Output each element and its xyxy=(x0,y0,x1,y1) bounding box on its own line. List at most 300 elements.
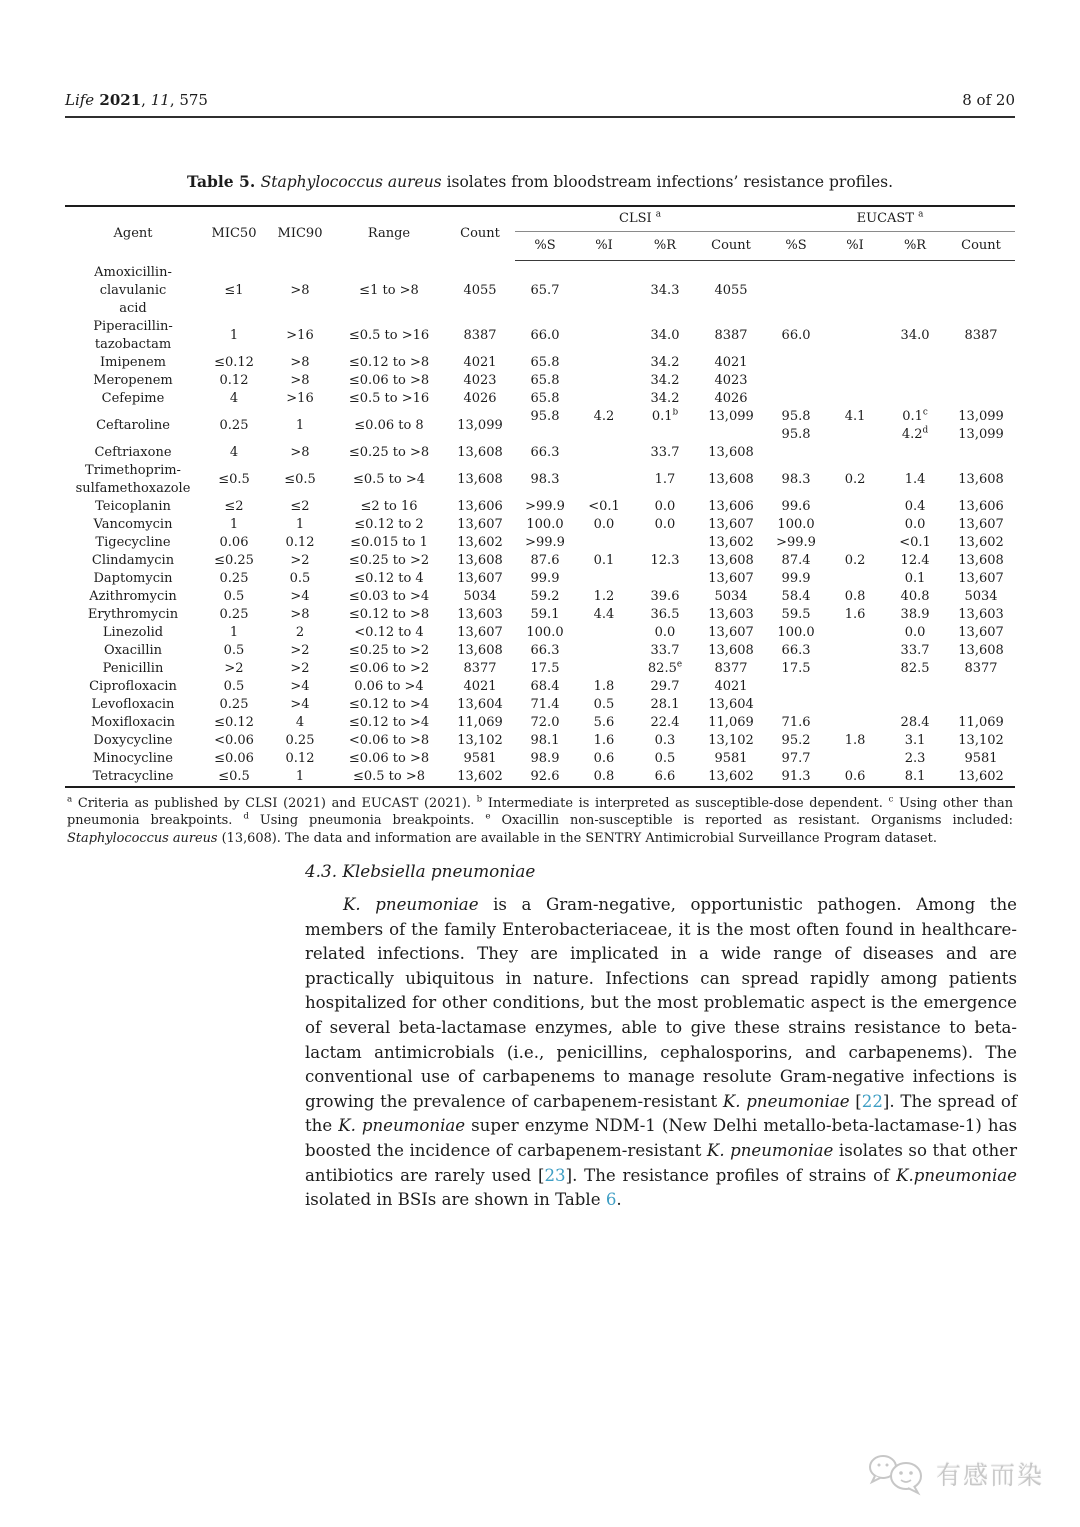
eucast-r-cell: 0.1 xyxy=(904,570,926,586)
group-header-clsi: CLSI $^a$ xyxy=(515,206,765,232)
eucast-r-cell: 82.5 xyxy=(900,660,930,676)
clsi-s-cell: >99.9 xyxy=(525,498,565,514)
count-cell: 4023 xyxy=(463,372,497,388)
range-cell: ≤0.06 to >8 xyxy=(348,372,430,388)
agent-cell: Oxacillin xyxy=(103,642,163,658)
col-header-clsi-r: %R xyxy=(633,232,697,261)
eucast-s-cell: 99.9 xyxy=(781,570,811,586)
eucast-s-cell xyxy=(765,444,827,462)
clsi-s-cell: 65.8 xyxy=(530,372,560,388)
eucast-r-cell: 28.4 xyxy=(900,714,930,730)
eucast-s-cell: 100.0 xyxy=(777,516,815,532)
clsi-r-cell: 0.5 xyxy=(654,750,676,766)
agent-cell: Trimethoprim- sulfamethoxazole xyxy=(75,462,191,496)
agent-cell: Teicoplanin xyxy=(95,498,171,514)
col-header-eucast-count: Count xyxy=(947,232,1015,261)
count-cell: 9581 xyxy=(463,750,497,766)
eucast-count-cell: 13,608 xyxy=(958,642,1004,658)
range-cell: <0.12 to 4 xyxy=(354,624,424,640)
table-row xyxy=(65,390,1015,408)
eucast-i-cell xyxy=(827,714,883,732)
clsi-r-cell: 36.5 xyxy=(650,606,680,622)
table-row xyxy=(65,261,1015,318)
col-header-mic50: MIC50 xyxy=(211,225,257,241)
eucast-count-cell: 8377 xyxy=(964,660,998,676)
table-caption: Table 5. Staphylococcus aureus isolates from bloodstream infections’ resistance profiles. xyxy=(186,172,894,191)
eucast-count-cell xyxy=(947,390,1015,408)
clsi-i-cell xyxy=(575,354,633,372)
clsi-count-cell: 13,604 xyxy=(708,696,754,712)
clsi-s-cell: 98.1 xyxy=(530,732,560,748)
eucast-i-cell xyxy=(827,516,883,534)
clsi-i-cell xyxy=(575,462,633,498)
mic50-cell: 1 xyxy=(229,516,239,532)
table-row xyxy=(65,516,1015,534)
table-row xyxy=(65,372,1015,390)
table-row xyxy=(65,624,1015,642)
range-cell: ≤0.12 to >8 xyxy=(348,354,430,370)
col-header-agent: Agent xyxy=(113,225,153,241)
eucast-i-cell: 0.2 xyxy=(844,552,866,568)
mic50-cell: ≤1 xyxy=(224,282,244,298)
mic90-cell: >8 xyxy=(290,444,310,460)
agent-cell: Tigecycline xyxy=(95,534,171,550)
eucast-s-cell: 97.7 xyxy=(781,750,811,766)
clsi-i-cell: 4.4 xyxy=(593,606,615,622)
table-row xyxy=(65,552,1015,570)
table-row xyxy=(65,318,1015,354)
eucast-i-cell: 4.1 xyxy=(844,408,866,424)
mic50-cell: 0.06 xyxy=(219,534,249,550)
clsi-i-cell xyxy=(575,372,633,390)
clsi-r-cell xyxy=(633,534,697,552)
mic90-cell: 1 xyxy=(295,768,305,784)
clsi-i-cell xyxy=(575,261,633,318)
agent-cell: Cefepime xyxy=(101,390,165,406)
mic50-cell: 0.25 xyxy=(219,696,249,712)
clsi-s-cell: 100.0 xyxy=(526,516,564,532)
eucast-count-cell: 9581 xyxy=(964,750,998,766)
clsi-i-cell xyxy=(575,534,633,552)
agent-cell: Doxycycline xyxy=(93,732,173,748)
eucast-r-cell: 0.0 xyxy=(904,516,926,532)
eucast-count-cell: 13,602 xyxy=(958,534,1004,550)
clsi-count-cell: 9581 xyxy=(714,750,748,766)
eucast-count-cell: 5034 xyxy=(964,588,998,604)
eucast-count-cell: 8387 xyxy=(964,327,998,343)
eucast-s-cell xyxy=(765,261,827,318)
eucast-s-cell: 91.3 xyxy=(781,768,811,784)
range-cell: ≤0.12 to 4 xyxy=(354,570,424,586)
table-row xyxy=(65,534,1015,552)
citation-link[interactable]: 22 xyxy=(861,1091,883,1111)
clsi-i-cell: 1.8 xyxy=(593,678,615,694)
mic50-cell: 4 xyxy=(229,444,239,460)
eucast-i-cell: 0.6 xyxy=(844,768,866,784)
eucast-i-cell: 0.8 xyxy=(844,588,866,604)
range-cell: ≤0.06 to >2 xyxy=(348,660,430,676)
clsi-s-cell: 98.9 xyxy=(530,750,560,766)
mic90-cell: ≤0.5 xyxy=(284,471,316,487)
col-header-range: Range xyxy=(367,225,411,241)
mic90-cell: >8 xyxy=(290,354,310,370)
count-cell: 13,608 xyxy=(457,471,503,487)
clsi-r-cell: 6.6 xyxy=(654,768,676,784)
mic50-cell: 1 xyxy=(229,327,239,343)
col-header-clsi-count: Count xyxy=(697,232,765,261)
mic90-cell: >4 xyxy=(290,678,310,694)
agent-cell: Piperacillin- tazobactam xyxy=(93,318,173,352)
eucast-count-cell: 13,102 xyxy=(958,732,1004,748)
eucast-r-cell: 0.0 xyxy=(904,624,926,640)
mic50-cell: 0.5 xyxy=(223,588,245,604)
count-cell: 13,099 xyxy=(457,417,503,433)
eucast-r-cell: 1.4 xyxy=(904,471,926,487)
eucast-count-cell: 13,607 xyxy=(958,624,1004,640)
eucast-count-cell xyxy=(947,678,1015,696)
table-row xyxy=(65,408,1015,444)
table-row xyxy=(65,354,1015,372)
agent-cell: Erythromycin xyxy=(87,606,179,622)
eucast-r-cell xyxy=(883,372,947,390)
col-header-clsi-i: %I xyxy=(575,232,633,261)
mic90-cell: >2 xyxy=(290,642,310,658)
clsi-r-cell: 33.7 xyxy=(650,444,680,460)
range-cell: <0.06 to >8 xyxy=(348,732,430,748)
clsi-i-cell xyxy=(575,390,633,408)
range-cell: ≤0.5 to >16 xyxy=(348,327,430,343)
agent-cell: Levofloxacin xyxy=(91,696,175,712)
agent-cell: Minocycline xyxy=(93,750,173,766)
range-cell: ≤0.12 to >4 xyxy=(348,696,430,712)
eucast-count-cell xyxy=(947,261,1015,318)
eucast-s-cell: 17.5 xyxy=(781,660,811,676)
clsi-s-cell: 87.6 xyxy=(530,552,560,568)
eucast-s-cell xyxy=(765,390,827,408)
mic50-cell: ≤2 xyxy=(224,498,244,514)
clsi-s-cell: 98.3 xyxy=(530,471,560,487)
clsi-s-cell: 65.8 xyxy=(530,390,560,406)
agent-cell: Amoxicillin- clavulanic acid xyxy=(94,264,172,316)
eucast-s-cell: 58.4 xyxy=(781,588,811,604)
mic90-cell: ≤2 xyxy=(290,498,310,514)
eucast-i-cell xyxy=(827,678,883,696)
clsi-i-cell: 0.6 xyxy=(593,750,615,766)
mic90-cell: 0.12 xyxy=(285,534,315,550)
journal-citation: Life 2021, 11, 575 xyxy=(65,91,208,109)
clsi-r-cell: 34.0 xyxy=(650,327,680,343)
count-cell: 13,608 xyxy=(457,444,503,460)
clsi-r-cell: 34.3 xyxy=(650,282,680,298)
eucast-r-cell: 3.1 xyxy=(904,732,926,748)
clsi-s-cell: 68.4 xyxy=(530,678,560,694)
clsi-r-cell: 29.7 xyxy=(650,678,680,694)
mic90-cell: 2 xyxy=(295,624,305,640)
agent-cell: Daptomycin xyxy=(93,570,173,586)
clsi-s-cell: 95.8 xyxy=(530,408,560,424)
mic90-cell: >16 xyxy=(286,327,314,343)
clsi-r-cell: 22.4 xyxy=(650,714,680,730)
mic50-cell: ≤0.25 xyxy=(214,552,254,568)
table5-container xyxy=(65,205,1015,847)
mic90-cell: >4 xyxy=(290,588,310,604)
range-cell: ≤0.12 to 2 xyxy=(354,516,424,532)
mic50-cell: ≤0.5 xyxy=(218,768,250,784)
eucast-i-cell xyxy=(827,750,883,768)
mic50-cell: 0.25 xyxy=(219,570,249,586)
range-cell: ≤0.015 to 1 xyxy=(350,534,428,550)
range-cell: ≤0.06 to >8 xyxy=(348,750,430,766)
count-cell: 13,607 xyxy=(457,570,503,586)
range-cell: ≤0.25 to >8 xyxy=(348,444,430,460)
count-cell: 13,608 xyxy=(457,642,503,658)
eucast-i-cell xyxy=(827,354,883,372)
range-cell: ≤2 to 16 xyxy=(360,498,418,514)
eucast-s-cell xyxy=(765,696,827,714)
clsi-count-cell: 13,607 xyxy=(708,624,754,640)
body-paragraph: K. pneumoniae is a Gram-negative, opportunistic pathogen. Among the members of the family Enterobacteriaceae, it is the most often found in healthcare-related infections. They are implicated in a wide range of diseases and are practically ubiquitous in nature. Infections can spread rapidly among patients hospitalized for other conditions, but the most problematic aspect is the emergence of several beta-lactamase enzymes, able to give these strains resistance to beta-lactam antimicrobials (i.e., penicillins, cephalosporins, and carbapenems). The conventional use of carbapenems to manage resolute Gram-negative infections is growing the prevalence of carbapenem-resistant K. pneumoniae [22]. The spread of the K. pneumoniae super enzyme NDM-1 (New Delhi metallo-beta-lactamase-1) has boosted the incidence of carbapenem-resistant K. pneumoniae isolates so that other antibiotics are rarely used [23]. The resistance profiles of strains of K.pneumoniae isolated in BSIs are shown in Table 6. xyxy=(305,895,1018,1210)
table-row xyxy=(65,606,1015,624)
eucast-s-cell: 99.6 xyxy=(781,498,811,514)
mic50-cell: 4 xyxy=(229,390,239,406)
eucast-s-cell: 59.5 xyxy=(781,606,811,622)
mic50-cell: ≤0.12 xyxy=(214,714,254,730)
eucast-count-cell: 13,099 13,099 xyxy=(958,408,1004,442)
col-header-eucast-s: %S xyxy=(765,232,827,261)
count-cell: 5034 xyxy=(463,588,497,604)
eucast-s-cell: 66.3 xyxy=(781,642,811,658)
watermark-text: 有感而染 xyxy=(935,1461,1044,1490)
clsi-s-cell: 99.9 xyxy=(530,570,560,586)
table-header xyxy=(65,206,1015,261)
table-row xyxy=(65,498,1015,516)
clsi-count-cell: 8377 xyxy=(714,660,748,676)
clsi-i-cell: 0.8 xyxy=(593,768,615,784)
range-cell: ≤0.25 to >2 xyxy=(348,642,430,658)
agent-cell: Ciprofloxacin xyxy=(89,678,177,694)
clsi-count-cell: 8387 xyxy=(714,327,748,343)
eucast-r-cell: 38.9 xyxy=(900,606,930,622)
clsi-i-cell: 1.6 xyxy=(593,732,615,748)
eucast-i-cell xyxy=(827,372,883,390)
section-4-3 xyxy=(305,861,1017,1213)
col-header-mic90: MIC90 xyxy=(277,225,323,241)
clsi-r-cell: 33.7 xyxy=(650,642,680,658)
clsi-r-cell: 34.2 xyxy=(650,390,680,406)
mic90-cell: >2 xyxy=(290,552,310,568)
eucast-i-cell: 1.6 xyxy=(844,606,866,622)
eucast-i-cell xyxy=(827,390,883,408)
clsi-s-cell: 59.2 xyxy=(530,588,560,604)
resistance-table xyxy=(65,205,1015,788)
clsi-r-cell: 1.7 xyxy=(654,471,676,487)
table-row xyxy=(65,696,1015,714)
header-rule xyxy=(65,116,1015,118)
count-cell: 4021 xyxy=(463,678,497,694)
eucast-i-cell xyxy=(827,534,883,552)
clsi-s-cell: >99.9 xyxy=(525,534,565,550)
eucast-count-cell: 13,608 xyxy=(958,552,1004,568)
clsi-s-cell: 66.3 xyxy=(530,642,560,658)
mic50-cell: 1 xyxy=(229,624,239,640)
eucast-i-cell xyxy=(827,660,883,678)
eucast-r-cell: 12.4 xyxy=(900,552,930,568)
section-heading: 4.3. Klebsiella pneumoniae xyxy=(305,861,536,881)
eucast-count-cell: 13,603 xyxy=(958,606,1004,622)
clsi-count-cell: 5034 xyxy=(714,588,748,604)
table-row xyxy=(65,444,1015,462)
mic50-cell: 0.5 xyxy=(223,678,245,694)
table-row xyxy=(65,678,1015,696)
agent-cell: Ceftaroline xyxy=(96,417,170,433)
clsi-s-cell: 17.5 xyxy=(530,660,560,676)
count-cell: 4026 xyxy=(463,390,497,406)
eucast-r-cell xyxy=(883,354,947,372)
clsi-i-cell: 0.5 xyxy=(593,696,615,712)
wechat-chat-bubbles-icon xyxy=(866,1452,928,1496)
clsi-count-cell: 13,603 xyxy=(708,606,754,622)
clsi-r-cell: 0.1$^b$ xyxy=(651,407,679,424)
clsi-s-cell: 66.3 xyxy=(530,444,560,460)
mic90-cell: >2 xyxy=(290,660,310,676)
eucast-count-cell xyxy=(947,444,1015,462)
mic90-cell: >8 xyxy=(290,282,310,298)
eucast-r-cell: 34.0 xyxy=(900,327,930,343)
table-row xyxy=(65,732,1015,750)
clsi-s-cell: 92.6 xyxy=(530,768,560,784)
eucast-i-cell xyxy=(827,624,883,642)
clsi-count-cell: 4021 xyxy=(714,354,748,370)
eucast-r-cell: 8.1 xyxy=(904,768,926,784)
mic50-cell: 0.5 xyxy=(223,642,245,658)
table-row xyxy=(65,642,1015,660)
clsi-r-cell: 82.5e xyxy=(647,659,683,676)
clsi-s-cell: 65.7 xyxy=(530,282,560,298)
clsi-i-cell xyxy=(575,318,633,354)
clsi-r-cell: 0.0 xyxy=(654,516,676,532)
range-cell: ≤0.03 to >4 xyxy=(348,588,430,604)
eucast-i-cell xyxy=(827,696,883,714)
eucast-s-cell: 98.3 xyxy=(781,471,811,487)
count-cell: 13,607 xyxy=(457,624,503,640)
eucast-r-cell: 0.1$^c$ 4.2$^d$ xyxy=(901,407,929,442)
group-header-eucast: EUCAST $^a$ xyxy=(765,206,1015,232)
mic90-cell: >8 xyxy=(290,606,310,622)
count-cell: 13,606 xyxy=(457,498,503,514)
clsi-i-cell: 1.2 xyxy=(593,588,615,604)
clsi-s-cell: 72.0 xyxy=(530,714,560,730)
table-footnotes: $^a$ Criteria as published by CLSI (2021) and EUCAST (2021). $^b$ Intermediate is interpreted as susceptible-dose dependent. $^c$ Using other than pneumonia breakpoints. $^d$ Using pneumonia breakpoints. $^e$ Oxacillin non-susceptible is reported as resistant. Organisms included: Staphylococcus aureus (13,608). The data and information are available in the SENTRY Antimicrobial Surveillance Program dataset. xyxy=(67,794,1013,846)
range-cell: ≤1 to >8 xyxy=(359,282,419,298)
mic90-cell: >4 xyxy=(290,696,310,712)
col-header-eucast-i: %I xyxy=(827,232,883,261)
table-row xyxy=(65,570,1015,588)
eucast-i-cell xyxy=(827,642,883,660)
count-cell: 8377 xyxy=(463,660,497,676)
watermark xyxy=(866,1452,1044,1496)
clsi-count-cell: 13,608 xyxy=(708,471,754,487)
mic90-cell: >8 xyxy=(290,372,310,388)
agent-cell: Meropenem xyxy=(93,372,173,388)
mic90-cell: 1 xyxy=(295,417,305,433)
mic50-cell: >2 xyxy=(224,660,244,676)
eucast-r-cell xyxy=(883,678,947,696)
table-row xyxy=(65,714,1015,732)
count-cell: 13,603 xyxy=(457,606,503,622)
agent-cell: Moxifloxacin xyxy=(90,714,176,730)
count-cell: 4021 xyxy=(463,354,497,370)
range-cell: ≤0.5 to >4 xyxy=(352,471,426,487)
clsi-count-cell: 4026 xyxy=(714,390,748,406)
count-cell: 4055 xyxy=(463,282,497,298)
eucast-s-cell: 66.0 xyxy=(781,327,811,343)
range-cell: ≤0.25 to >2 xyxy=(348,552,430,568)
mic50-cell: 0.25 xyxy=(219,417,249,433)
table-body xyxy=(65,261,1015,787)
eucast-r-cell xyxy=(883,261,947,318)
clsi-r-cell: 0.0 xyxy=(654,624,676,640)
eucast-r-cell xyxy=(883,444,947,462)
mic50-cell: ≤0.5 xyxy=(218,471,250,487)
clsi-count-cell: 13,607 xyxy=(708,570,754,586)
range-cell: 0.06 to >4 xyxy=(354,678,424,694)
eucast-count-cell xyxy=(947,354,1015,372)
eucast-count-cell: 13,602 xyxy=(958,768,1004,784)
clsi-count-cell: 13,102 xyxy=(708,732,754,748)
eucast-s-cell xyxy=(765,678,827,696)
table-row xyxy=(65,768,1015,787)
table-row xyxy=(65,660,1015,678)
agent-cell: Imipenem xyxy=(99,354,167,370)
eucast-i-cell xyxy=(827,261,883,318)
col-header-eucast-r: %R xyxy=(883,232,947,261)
clsi-r-cell: 12.3 xyxy=(650,552,680,568)
clsi-count-cell: 13,608 xyxy=(708,552,754,568)
agent-cell: Azithromycin xyxy=(89,588,177,604)
citation-link[interactable]: 6 xyxy=(605,1190,617,1210)
mic50-cell: 0.25 xyxy=(219,606,249,622)
eucast-i-cell xyxy=(827,444,883,462)
clsi-i-cell xyxy=(575,570,633,588)
clsi-s-cell: 66.0 xyxy=(530,327,560,343)
eucast-count-cell: 13,607 xyxy=(958,570,1004,586)
eucast-s-cell xyxy=(765,372,827,390)
table-row xyxy=(65,750,1015,768)
eucast-i-cell xyxy=(827,318,883,354)
eucast-i-cell xyxy=(827,570,883,588)
eucast-r-cell: 40.8 xyxy=(900,588,930,604)
eucast-count-cell: 13,608 xyxy=(958,471,1004,487)
mic50-cell: ≤0.12 xyxy=(214,354,254,370)
range-cell: ≤0.5 to >16 xyxy=(348,390,430,406)
eucast-r-cell: 2.3 xyxy=(904,750,926,766)
agent-cell: Ceftriaxone xyxy=(94,444,172,460)
clsi-i-cell: 0.1 xyxy=(593,552,615,568)
clsi-i-cell xyxy=(575,642,633,660)
table-row xyxy=(65,588,1015,606)
clsi-r-cell: 34.2 xyxy=(650,354,680,370)
range-cell: ≤0.12 to >8 xyxy=(348,606,430,622)
clsi-r-cell: 0.3 xyxy=(654,732,676,748)
citation-link[interactable]: 23 xyxy=(544,1165,566,1185)
eucast-r-cell: <0.1 xyxy=(899,534,931,550)
count-cell: 13,604 xyxy=(457,696,503,712)
group-header-row xyxy=(65,206,1015,232)
agent-cell: Tetracycline xyxy=(92,768,174,784)
eucast-count-cell: 11,069 xyxy=(958,714,1004,730)
clsi-count-cell: 4023 xyxy=(714,372,748,388)
eucast-i-cell: 1.8 xyxy=(844,732,866,748)
